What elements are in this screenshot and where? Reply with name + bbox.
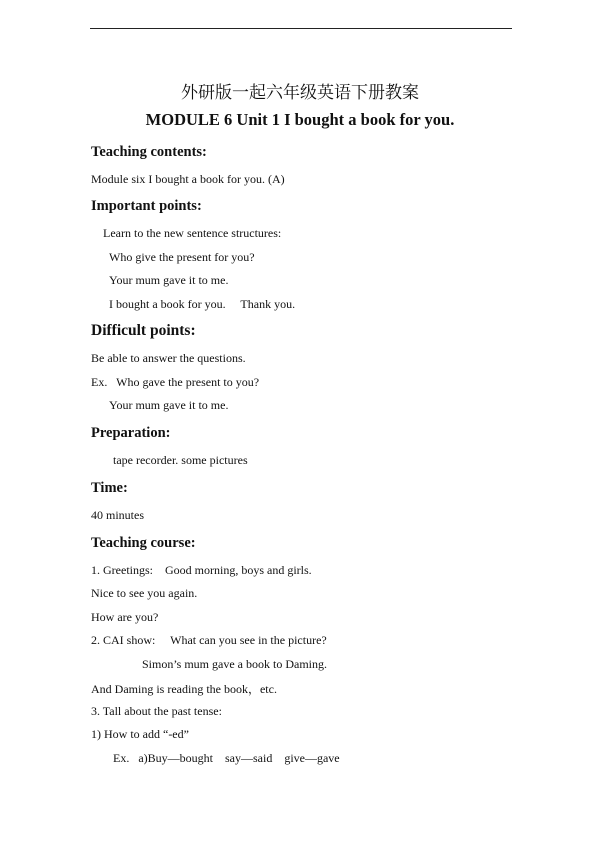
teaching-course-line: Nice to see you again. <box>91 586 198 600</box>
teaching-course-line: How are you? <box>91 610 159 624</box>
preparation-text: tape recorder. some pictures <box>113 453 248 467</box>
teaching-contents-heading: Teaching contents: <box>91 144 207 160</box>
important-points-heading: Important points: <box>91 198 202 214</box>
difficult-points-line: Ex. Who gave the present to you? <box>91 375 260 389</box>
teaching-course-heading: Teaching course: <box>91 535 196 551</box>
important-points-line: I bought a book for you. Thank you. <box>109 297 296 311</box>
difficult-points-line: Your mum gave it to me. <box>109 398 229 412</box>
top-rule <box>90 28 512 29</box>
module-title: MODULE 6 Unit 1 I bought a book for you. <box>145 110 455 129</box>
important-points-line: Who give the present for you? <box>109 250 255 264</box>
preparation-heading: Preparation: <box>91 425 171 441</box>
difficult-points-heading: Difficult points: <box>91 322 196 339</box>
teaching-course-line: Ex. a)Buy—bought say—said give—gave <box>113 751 340 765</box>
teaching-course-line: 2. CAI show: What can you see in the picture? <box>91 633 327 647</box>
important-points-line: Your mum gave it to me. <box>109 273 229 287</box>
teaching-course-line: 1. Greetings: Good morning, boys and girls. <box>91 563 312 577</box>
important-points-line: Learn to the new sentence structures: <box>103 226 282 240</box>
teaching-course-line: Simon’s mum gave a book to Daming. <box>142 657 327 671</box>
time-heading: Time: <box>91 480 128 496</box>
teaching-course-line: 3. Tall about the past tense: <box>91 704 222 718</box>
document-title: 外研版一起六年级英语下册教案 <box>181 83 419 102</box>
time-text: 40 minutes <box>91 508 144 522</box>
teaching-contents-text: Module six I bought a book for you. (A) <box>91 172 285 186</box>
teaching-course-line: 1) How to add “-ed” <box>91 727 189 741</box>
teaching-course-line: And Daming is reading the book，etc. <box>91 682 277 696</box>
difficult-points-line: Be able to answer the questions. <box>91 351 246 365</box>
